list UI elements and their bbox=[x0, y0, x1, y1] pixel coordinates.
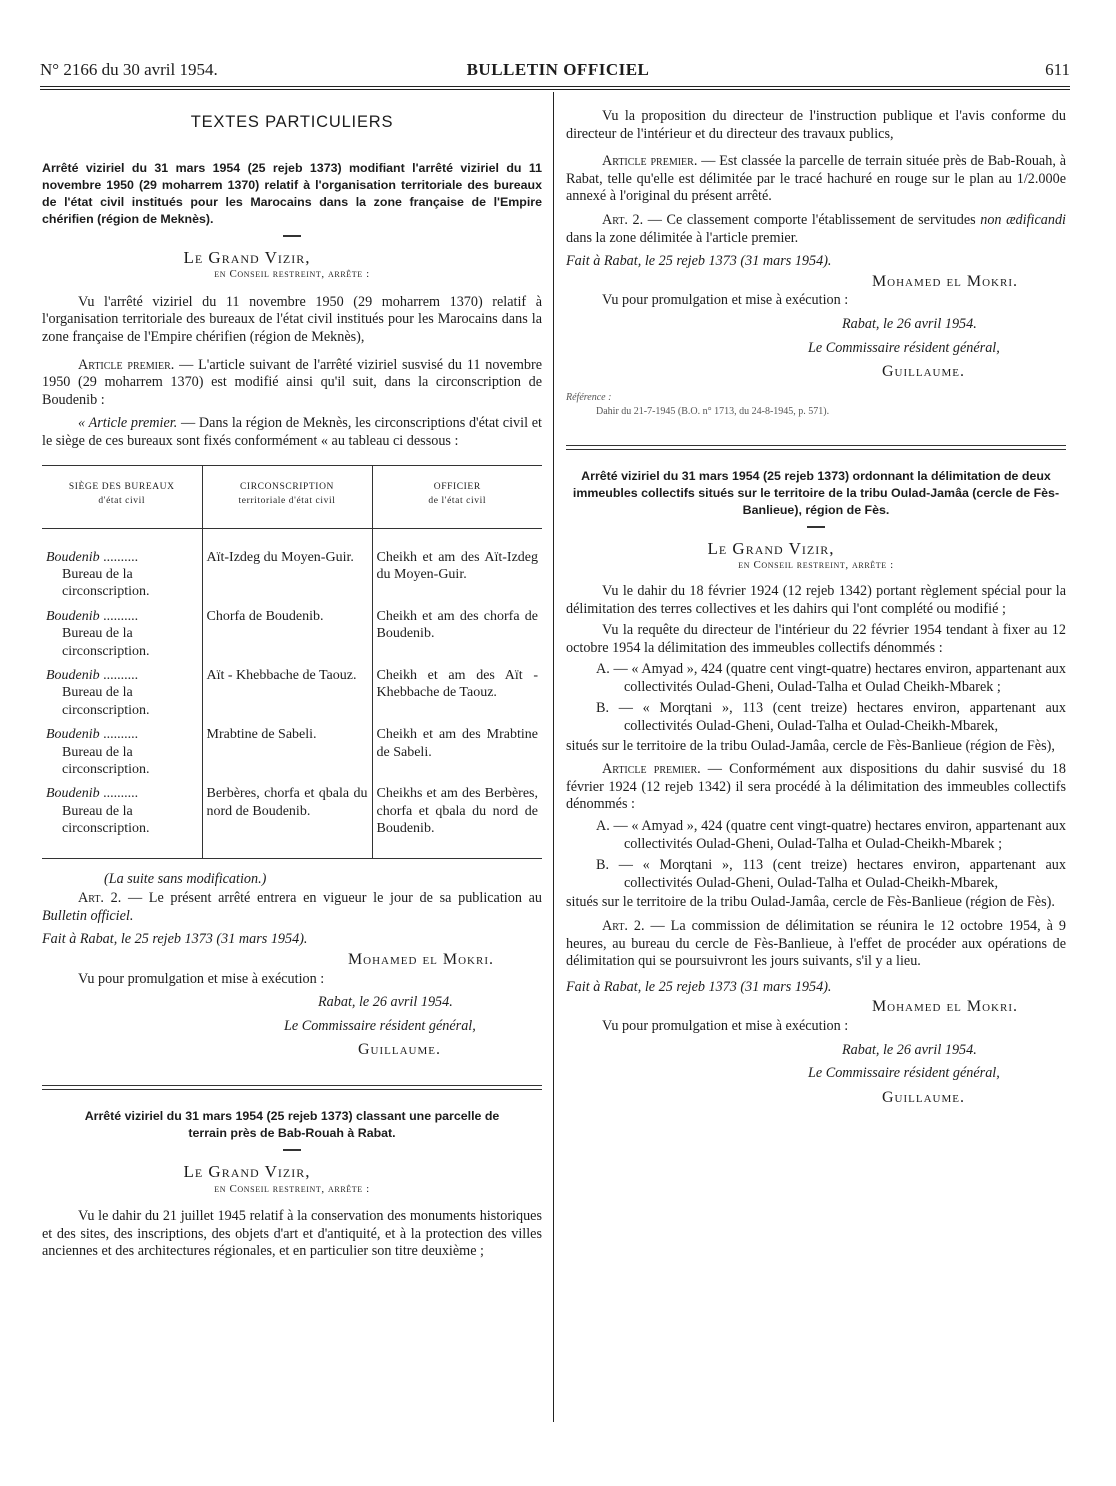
table-header: SIÈGE DES BUREAUX d'état civil bbox=[42, 466, 202, 529]
article-premier: Article premier. — Est classée la parcelle de terrain située près de Bab-Rouah, à Rabat, telle qu'elle est délimitée par le tracé hachuré en rouge sur le plan au 1/2.000e annexé à l'original du présent arrêté. bbox=[566, 153, 1066, 205]
grand-vizir: Le Grand Vizir, bbox=[707, 538, 835, 558]
signatory: Mohamed el Mokri. bbox=[871, 998, 1018, 1016]
table-row: Boudenib .......... Bureau de la circonscription. Chorfa de Boudenib. Cheikh et am des chorfa de Boudenib. bbox=[42, 608, 542, 667]
separator bbox=[283, 1149, 301, 1151]
issue-number: N° 2166 du 30 avril 1954. bbox=[40, 60, 218, 79]
publication-title: BULLETIN OFFICIEL bbox=[466, 60, 650, 79]
article-2: Art. 2. — Ce classement comporte l'établissement de servitudes non ædificandi dans la zone délimitée à l'article premier. bbox=[566, 211, 1066, 246]
header-rule bbox=[40, 86, 1070, 87]
column-divider bbox=[553, 92, 554, 1422]
commissaire: Le Commissaire résident général, bbox=[808, 339, 1000, 356]
vu-paragraph: Vu le dahir du 18 février 1924 (12 rejeb 1342) portant règlement spécial pour la délimitation des terres collectives et les dahirs qui l'ont complété ou modifié ; bbox=[566, 582, 1066, 617]
table-row: Boudenib .......... Bureau de la circonscription. Mrabtine de Sabeli. Cheikh et am des Mrabtine de Sabeli. bbox=[42, 726, 542, 785]
separator bbox=[283, 235, 301, 237]
article-2: Art. 2. — La commission de délimitation se réunira le 12 octobre 1954, à 9 heures, au bureau du cercle de Fès-Banlieue, à l'effet de procéder aux opérations de délimitation qui se poursuivront les jours suivants, s'il y a lieu. bbox=[566, 918, 1066, 970]
table-row: Boudenib .......... Bureau de la circonscription. Aït - Khebbache de Taouz. Cheikh et am des Aït - Khebbache de Taouz. bbox=[42, 667, 542, 726]
situes-paragraph: situés sur le territoire de la tribu Oulad-Jamâa, cercle de Fès-Banlieue (région de Fès), bbox=[566, 737, 1055, 754]
state-civil-table-wrap bbox=[42, 465, 542, 859]
commissaire: Le Commissaire résident général, bbox=[808, 1065, 1000, 1082]
rabat-date: Rabat, le 26 avril 1954. bbox=[842, 1041, 977, 1058]
situes-paragraph: situés sur le territoire de la tribu Oulad-Jamâa, cercle de Fès-Banlieue (région de Fès). bbox=[566, 894, 1055, 911]
vu-paragraph: Vu le dahir du 21 juillet 1945 relatif à la conservation des monuments historiques et des sites, des inscriptions, des objets d'art et d'antiquité, et à la protection des villes anciennes et des architectures régionales, et en particulier son titre deuxième ; bbox=[42, 1208, 542, 1260]
signatory: Mohamed el Mokri. bbox=[871, 272, 1018, 290]
table-row: Boudenib .......... Bureau de la circonscription. Aït-Izdeg du Moyen-Guir. Cheikh et am des Aït-Izdeg du Moyen-Guir. bbox=[42, 528, 542, 608]
article-premier bbox=[42, 357, 542, 410]
arrete3-title: Arrêté viziriel du 31 mars 1954 (25 rejeb 1373) ordonnant la délimitation de deux immeubles collectifs situés sur le territoire de la tribu Oulad-Jamâa (cercle de Fès-Banlieue), région de Fès. bbox=[572, 468, 1060, 517]
conseil-restreint: en Conseil restreint, arrête : bbox=[738, 559, 894, 572]
quote-text: — Dans la région de Meknès, les circonscriptions d'état civil et le siège de ces bureaux sont fixés conformément « au tableau ci dessous : bbox=[42, 415, 542, 449]
article-2: Art. 2. — Le présent arrêté entrera en vigueur le jour de sa publication au Bulletin officiel. bbox=[42, 890, 542, 924]
list-item: B. — « Morqtani », 113 (cent treize) hectares environ, appartenant aux collectivités Oulad-Gheni, Oulad-Talha et Oulad-Cheikh-Mbarek, bbox=[596, 700, 1066, 735]
header-rule-2 bbox=[40, 89, 1070, 90]
separator bbox=[807, 526, 825, 528]
list-item: B. — « Morqtani », 113 (cent treize) hectares environ, appartenant aux collectivités Oulad-Gheni, Oulad-Talha et Oulad-Cheikh-Mbarek, bbox=[596, 857, 1066, 891]
conseil-restreint: en Conseil restreint, arrête : bbox=[214, 268, 370, 281]
guillaume: Guillaume. bbox=[882, 1088, 965, 1106]
commissaire: Le Commissaire résident général, bbox=[284, 1017, 476, 1034]
guillaume: Guillaume. bbox=[358, 1041, 441, 1059]
reference-text: Dahir du 21-7-1945 (B.O. n° 1713, du 24-8-1945, p. 571). bbox=[596, 405, 830, 417]
signatory: Mohamed el Mokri. bbox=[347, 951, 494, 968]
list-item: A. — « Amyad », 424 (quatre cent vingt-quatre) hectares environ, appartenant aux collectivités Oulad-Gheni, Oulad-Talha et Oulad-Cheikh-Mbarek ; bbox=[596, 818, 1066, 852]
double-rule bbox=[42, 1085, 542, 1090]
article-quote bbox=[42, 415, 542, 450]
grand-vizir: Le Grand Vizir, bbox=[183, 247, 311, 267]
vu-paragraph: Vu la requête du directeur de l'intérieur du 22 février 1954 tendant à fixer au 12 octobre 1954 la délimitation des immeubles collectifs dénommés : bbox=[566, 622, 1066, 656]
fait-a-rabat: Fait à Rabat, le 25 rejeb 1373 (31 mars 1954). bbox=[566, 253, 832, 270]
grand-vizir: Le Grand Vizir, bbox=[183, 1161, 311, 1181]
page-number: 611 bbox=[1045, 60, 1070, 79]
quote-label: « Article premier. bbox=[78, 415, 178, 432]
article-premier: Article premier. — Conformément aux dispositions du dahir susvisé du 18 février 1924 (12 rejeb 1342) il sera procédé à la délimitation des immeubles collectifs dénommés : bbox=[566, 761, 1066, 813]
right-column bbox=[566, 108, 1066, 1106]
fait-a-rabat: Fait à Rabat, le 25 rejeb 1373 (31 mars 1954). bbox=[42, 931, 308, 948]
vu-promulgation: Vu pour promulgation et mise à exécution : bbox=[602, 292, 849, 309]
arrete1-title: Arrêté viziriel du 31 mars 1954 (25 rejeb 1373) modifiant l'arrêté viziriel du 11 novembre 1950 (29 moharrem 1370) relatif à l'organisation territoriale des bureaux de l'état civil institués pour les Marocains dans la zone française de l'Empire chérifien (région de Meknès). bbox=[42, 160, 542, 226]
vu-promulgation: Vu pour promulgation et mise à exécution : bbox=[602, 1017, 849, 1034]
table-header: CIRCONSCRIPTION territoriale d'état civil bbox=[202, 466, 372, 529]
list-item: A. — « Amyad », 424 (quatre cent vingt-quatre) hectares environ, appartenant aux collectivités Oulad-Gheni, Oulad-Talha et Oulad Cheikh-Mbarek ; bbox=[596, 661, 1066, 695]
vu-paragraph: Vu l'arrêté viziriel du 11 novembre 1950 (29 moharrem 1370) relatif à l'organisation territoriale des bureaux de l'état civil institués pour les Marocains dans la zone française de l'Empire chérifien (région de Meknès), bbox=[42, 293, 542, 345]
table-header: OFFICIER de l'état civil bbox=[372, 466, 542, 529]
rabat-date: Rabat, le 26 avril 1954. bbox=[318, 994, 453, 1011]
arrete2-title: Arrêté viziriel du 31 mars 1954 (25 rejeb 1373) classant une parcelle de terrain près de Bab-Rouah à Rabat. bbox=[84, 1108, 500, 1140]
section-title: TEXTES PARTICULIERS bbox=[190, 113, 394, 131]
vu-promulgation: Vu pour promulgation et mise à exécution : bbox=[78, 970, 325, 987]
rabat-date: Rabat, le 26 avril 1954. bbox=[842, 315, 977, 332]
left-column bbox=[42, 108, 542, 1261]
table-row: Boudenib .......... Bureau de la circonscription. Berbères, chorfa et qbala du nord de Boudenib. Cheikhs et am des Berbères, chorfa et qbala du nord de Boudenib. bbox=[42, 785, 542, 857]
state-civil-table bbox=[42, 466, 542, 858]
double-rule bbox=[566, 445, 1066, 450]
conseil-restreint: en Conseil restreint, arrête : bbox=[214, 1182, 370, 1195]
suite-note: (La suite sans modification.) bbox=[104, 870, 267, 887]
fait-a-rabat: Fait à Rabat, le 25 rejeb 1373 (31 mars 1954). bbox=[566, 978, 832, 995]
reference-label: Référence : bbox=[566, 391, 612, 403]
vu-paragraph: Vu la proposition du directeur de l'instruction publique et l'avis conforme du directeur de l'intérieur et du directeur des travaux publics, bbox=[566, 108, 1066, 142]
article-label: Article premier. bbox=[78, 356, 175, 373]
guillaume: Guillaume. bbox=[882, 363, 965, 381]
article-text: — L'article suivant de l'arrêté viziriel susvisé du 11 novembre 1950 (29 moharrem 1370) est modifié ainsi qu'il suit, dans la circonscription de Boudenib : bbox=[42, 356, 542, 408]
